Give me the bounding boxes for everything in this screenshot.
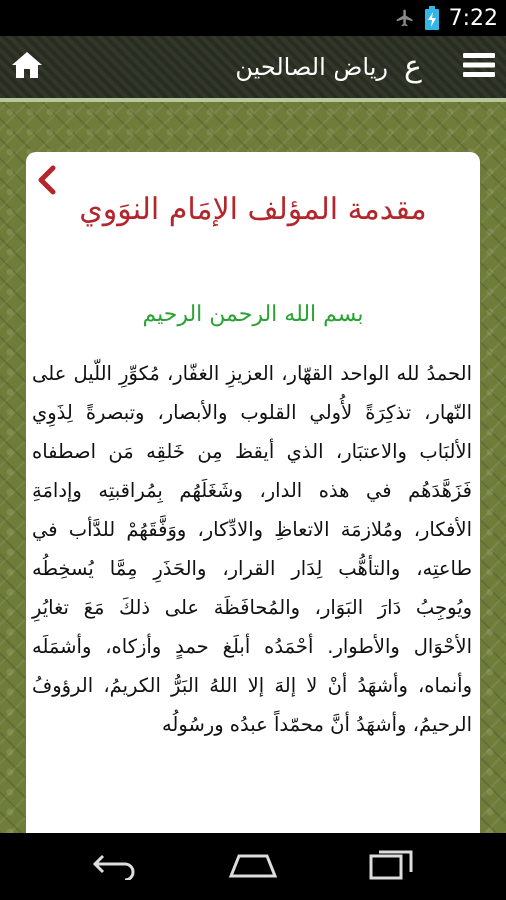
nav-home-button[interactable] xyxy=(223,845,283,889)
navigation-bar xyxy=(0,833,506,900)
battery-charging-icon xyxy=(425,6,439,30)
app-logo: ع xyxy=(404,49,422,84)
action-bar xyxy=(0,36,506,102)
basmala: بسم الله الرحمن الرحيم xyxy=(142,302,364,327)
back-arrow-icon xyxy=(89,850,139,884)
nav-back-button[interactable] xyxy=(84,845,144,889)
hamburger-menu-icon xyxy=(462,50,496,84)
nav-recents-button[interactable] xyxy=(362,845,422,889)
airplane-mode-icon xyxy=(395,8,415,28)
page-title: مقدمة المؤلف الإمَام النوَوي xyxy=(79,192,427,227)
status-bar xyxy=(0,0,506,36)
menu-button[interactable] xyxy=(458,46,500,88)
home-icon xyxy=(10,50,44,84)
status-icons xyxy=(395,0,498,36)
home-button[interactable] xyxy=(6,46,48,88)
home-outline-icon xyxy=(225,850,281,884)
body-text: الحمدُ لله الواحد القهّار، العزيزِ الغفّار، مُكوِّرِ اللّيل على النّهار، تذكِرَةً لأُولي القلوب والأبصار، وتبصرةً لِذَوِي الألبَاب والاعتبَار، الذي أيقظ مِن خَلقِه مَن اصطفاه فَزَهَّدَهُم في هذه الدار، وشَغَلَهُم بِمُراقبتِه وإدامَةِ الأفكار، ومُلازمَة الاتعاظِ والادِّكار، ووَفَّقَهُمْ للدَّأب في طاعتِه، والتأهُّب لِدَار القرار، والحَذَرِ مِمَّا يُسخِطُه ويُوجِبُ دَارَ البَوَار، والمُحافَظَة على ذلكَ مَعَ تغايُرِ الأحْوَال والأطوار. أحْمَدُه أبلَغ حمدٍ وأزكاه، وأشمَلَه وأنماه، وأشهَدُ أنْ لا إلهَ إلا اللهُ البَرُّ الكريمُ، الرؤوفُ الرحيمُ، وأشهَدُ أنَّ محمّداً عبدُه ورسُولُه xyxy=(32,362,472,736)
recent-apps-icon xyxy=(367,848,417,886)
status-time: 7:22 xyxy=(448,5,498,31)
app-title: رياض الصالحين xyxy=(235,53,388,81)
content-card[interactable] xyxy=(26,152,480,833)
